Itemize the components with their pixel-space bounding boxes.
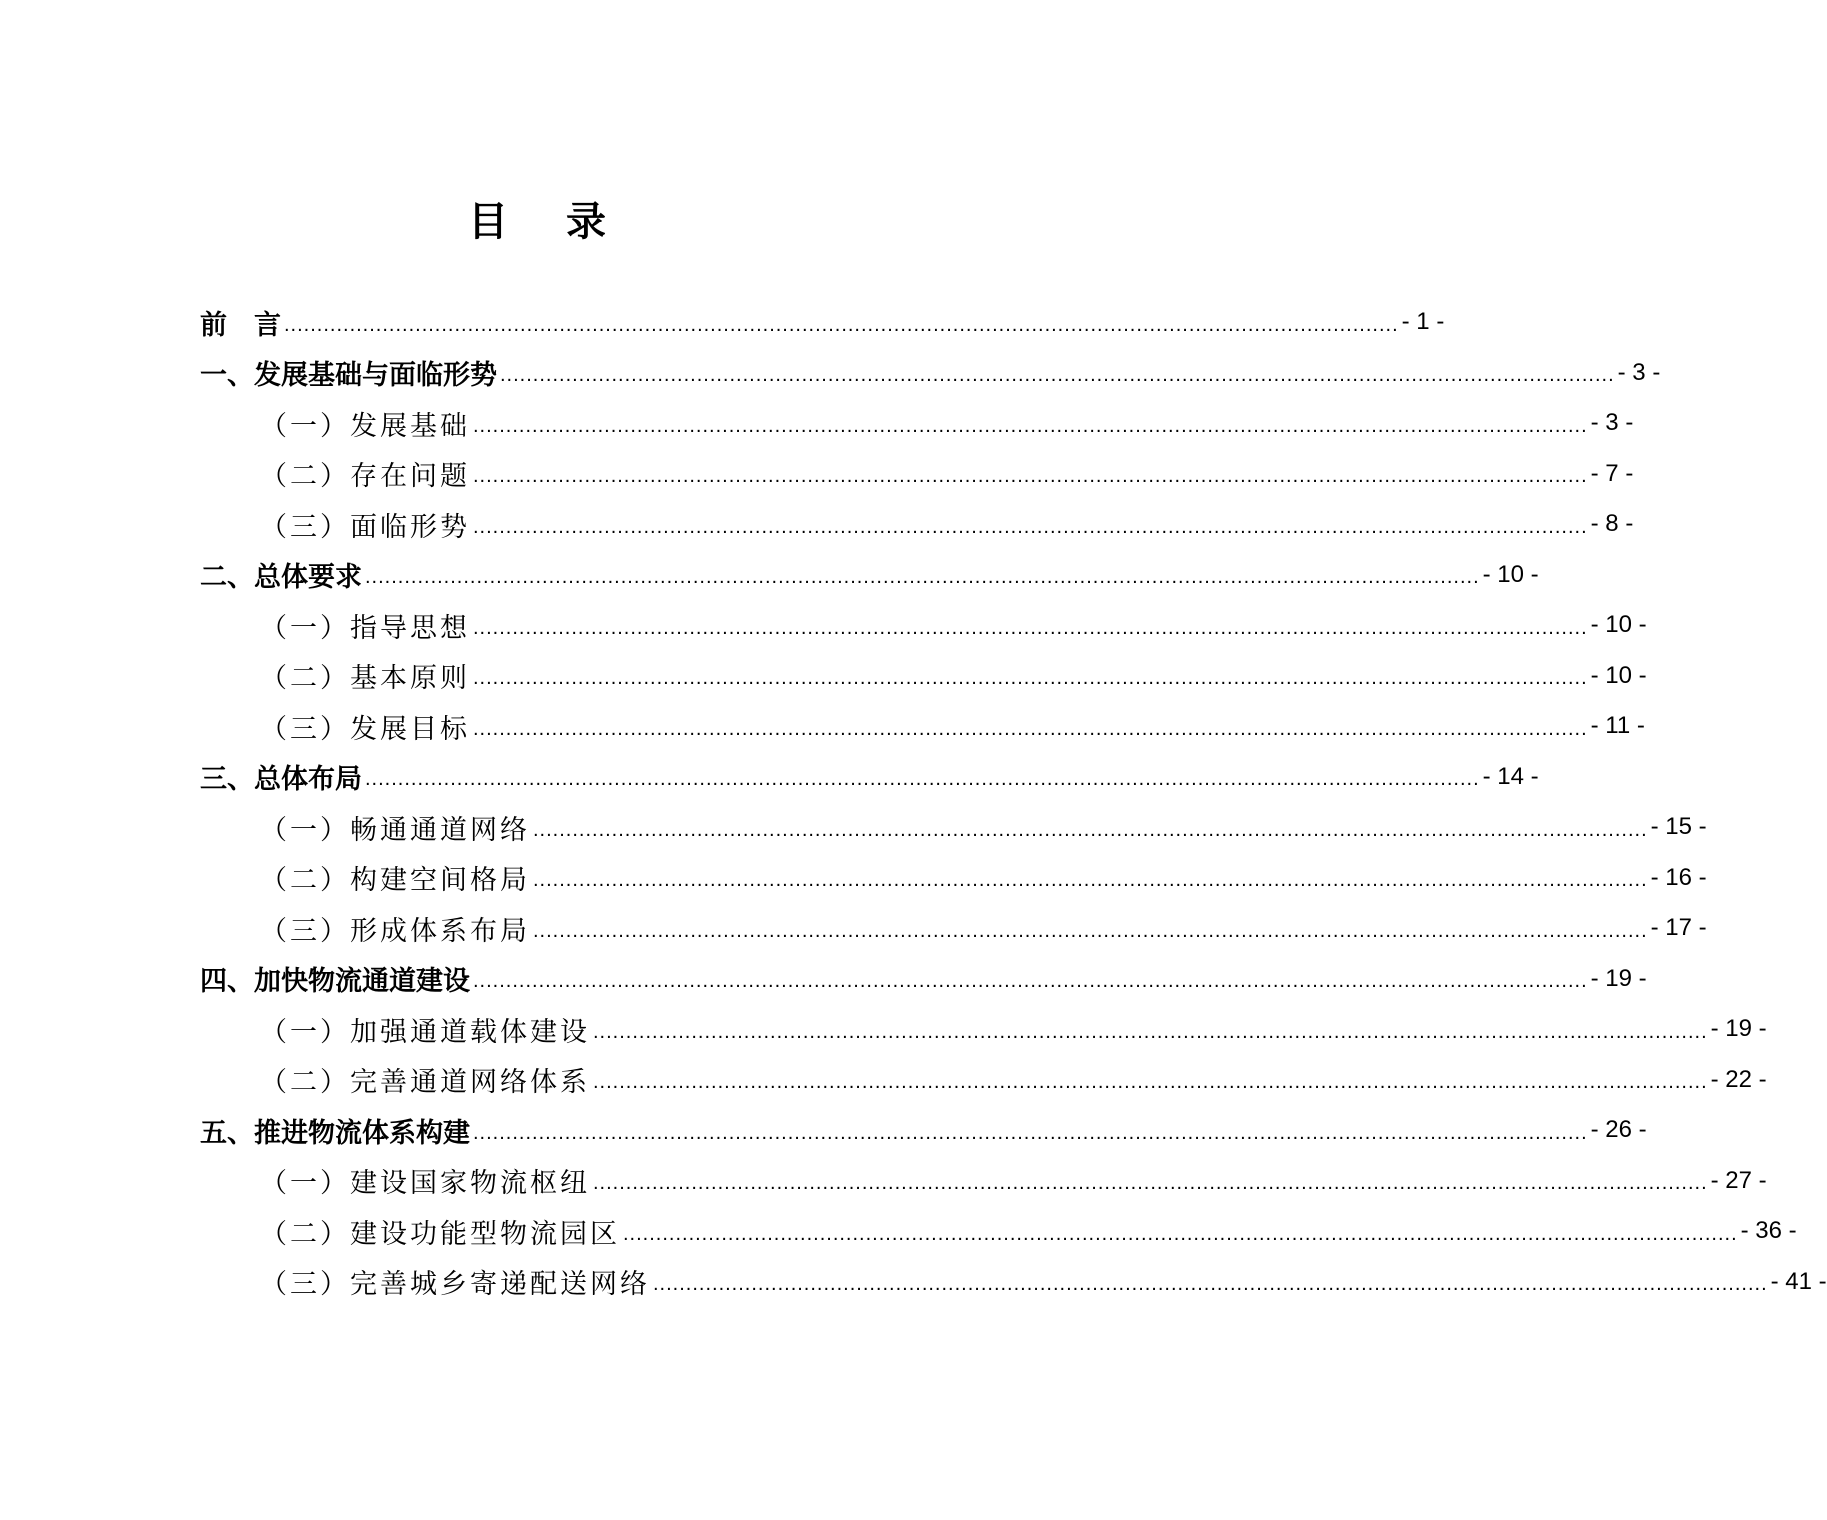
toc-entry-page-number: - 16 -	[1650, 863, 1707, 891]
toc-dot-leader: ..........................................................................................................................................................................	[533, 919, 1648, 942]
toc-entry-page-number: - 19 -	[1710, 1015, 1767, 1043]
toc-entry-page-number: - 14 -	[1482, 762, 1539, 790]
toc-dot-leader: ..........................................................................................................................................................................	[623, 1222, 1738, 1245]
toc-entry-label: （一）发展基础	[260, 410, 470, 442]
toc-dot-leader: ..........................................................................................................................................................................	[365, 566, 1480, 588]
toc-entry-page-number: - 27 -	[1710, 1166, 1767, 1194]
table-of-contents	[200, 297, 1827, 1307]
toc-entry-label: （一）建设国家物流枢纽	[260, 1168, 590, 1200]
toc-entry-page-number: - 26 -	[1590, 1116, 1647, 1144]
toc-entry-label: （三）发展目标	[260, 713, 470, 745]
toc-entry-page-number: - 1 -	[1401, 308, 1445, 336]
toc-dot-leader: ..........................................................................................................................................................................	[593, 1172, 1708, 1194]
toc-dot-leader: ..........................................................................................................................................................................	[473, 465, 1588, 487]
toc-entry-section[interactable]	[200, 651, 1647, 702]
toc-entry-section[interactable]	[200, 903, 1707, 954]
toc-dot-leader: ..........................................................................................................................................................................	[593, 1020, 1708, 1043]
toc-entry-label: （三）面临形势	[260, 511, 470, 543]
toc-entry-section[interactable]	[200, 449, 1634, 500]
toc-entry-label: （三）完善城乡寄递配送网络	[260, 1269, 650, 1301]
toc-entry-page-number: - 10 -	[1590, 611, 1647, 639]
toc-entry-label: 四、加快物流通道建设	[200, 966, 470, 998]
toc-entry-label: （三）形成体系布局	[260, 915, 530, 947]
toc-entry-section[interactable]	[200, 701, 1645, 752]
toc-dot-leader: ..........................................................................................................................................................................	[473, 1121, 1588, 1144]
toc-entry-page-number: - 10 -	[1590, 661, 1647, 689]
toc-entry-page-number: - 19 -	[1590, 964, 1647, 992]
toc-entry-chapter[interactable]	[200, 297, 1445, 348]
toc-entry-page-number: - 3 -	[1590, 409, 1634, 437]
toc-entry-chapter[interactable]	[200, 1105, 1647, 1156]
toc-dot-leader: ..........................................................................................................................................................................	[473, 515, 1588, 538]
toc-dot-leader: ..........................................................................................................................................................................	[473, 616, 1588, 639]
toc-dot-leader: ..........................................................................................................................................................................	[473, 414, 1588, 437]
toc-entry-page-number: - 15 -	[1650, 813, 1707, 841]
toc-entry-page-number: - 36 -	[1740, 1217, 1797, 1245]
toc-dot-leader: ..........................................................................................................................................................................	[365, 768, 1480, 790]
toc-entry-chapter[interactable]	[200, 348, 1661, 399]
toc-entry-label: （二）建设功能型物流园区	[260, 1218, 620, 1250]
toc-entry-section[interactable]	[200, 802, 1707, 853]
toc-dot-leader: ..........................................................................................................................................................................	[500, 364, 1615, 386]
toc-entry-section[interactable]	[200, 1206, 1797, 1257]
toc-entry-label: （二）完善通道网络体系	[260, 1067, 590, 1099]
toc-entry-section[interactable]	[200, 398, 1634, 449]
toc-entry-section[interactable]	[200, 600, 1647, 651]
toc-entry-label: （二）构建空间格局	[260, 865, 530, 897]
toc-entry-page-number: - 8 -	[1590, 510, 1634, 538]
toc-dot-leader: ..........................................................................................................................................................................	[473, 717, 1588, 740]
toc-entry-label: 一、发展基础与面临形势	[200, 360, 497, 392]
toc-entry-page-number: - 3 -	[1617, 358, 1661, 386]
toc-dot-leader: ..........................................................................................................................................................................	[284, 313, 1399, 336]
toc-entry-page-number: - 22 -	[1710, 1065, 1767, 1093]
toc-entry-label: 三、总体布局	[200, 764, 362, 796]
toc-dot-leader: ..........................................................................................................................................................................	[593, 1071, 1708, 1093]
toc-entry-label: （二）基本原则	[260, 663, 470, 695]
toc-entry-label: （一）加强通道载体建设	[260, 1016, 590, 1048]
toc-dot-leader: ..........................................................................................................................................................................	[533, 818, 1648, 841]
toc-entry-page-number: - 7 -	[1590, 459, 1634, 487]
toc-entry-section[interactable]	[200, 853, 1707, 904]
toc-entry-label: 五、推进物流体系构建	[200, 1117, 470, 1149]
toc-entry-page-number: - 41 -	[1770, 1267, 1827, 1295]
toc-entry-label: 前 言	[200, 309, 281, 341]
toc-entry-chapter[interactable]	[200, 752, 1539, 803]
toc-entry-page-number: - 11 -	[1590, 712, 1645, 740]
toc-entry-section[interactable]	[200, 1055, 1767, 1106]
toc-entry-label: （一）畅通通道网络	[260, 814, 530, 846]
page-title: 目 录	[468, 198, 628, 245]
toc-entry-label: （二）存在问题	[260, 461, 470, 493]
toc-dot-leader: ..........................................................................................................................................................................	[473, 667, 1588, 689]
toc-entry-section[interactable]	[200, 1156, 1767, 1207]
toc-dot-leader: ..........................................................................................................................................................................	[473, 970, 1588, 992]
toc-entry-page-number: - 17 -	[1650, 914, 1707, 942]
toc-entry-label: 二、总体要求	[200, 562, 362, 594]
toc-dot-leader: ..........................................................................................................................................................................	[653, 1273, 1768, 1295]
toc-entry-label: （一）指导思想	[260, 612, 470, 644]
toc-entry-section[interactable]	[200, 499, 1634, 550]
toc-entry-section[interactable]	[200, 1257, 1827, 1308]
toc-dot-leader: ..........................................................................................................................................................................	[533, 869, 1648, 891]
toc-entry-page-number: - 10 -	[1482, 560, 1539, 588]
toc-entry-chapter[interactable]	[200, 550, 1539, 601]
toc-entry-section[interactable]	[200, 1004, 1767, 1055]
toc-entry-chapter[interactable]	[200, 954, 1647, 1005]
